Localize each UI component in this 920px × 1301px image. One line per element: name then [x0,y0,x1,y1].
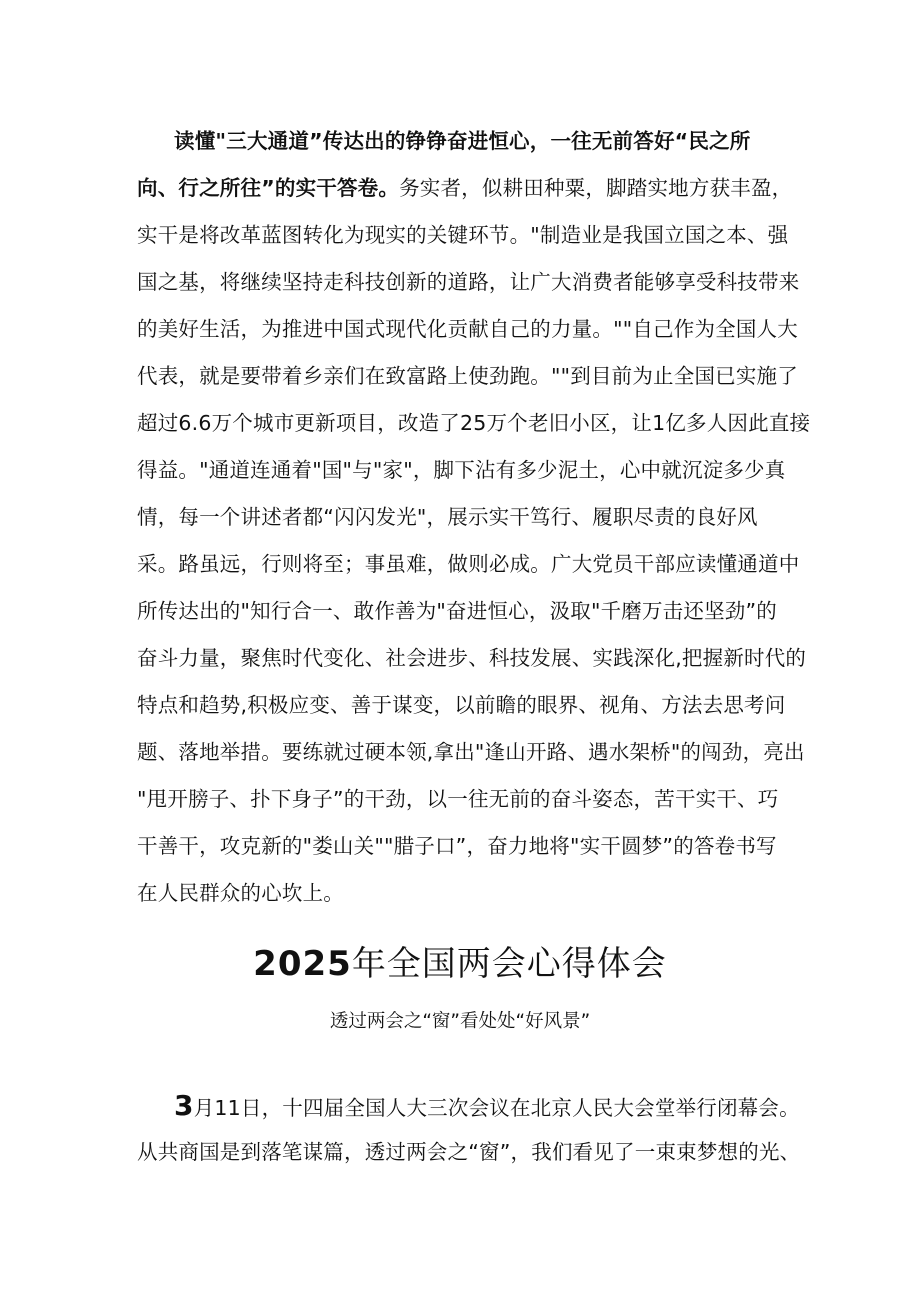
lead-number: 3 [174,1089,194,1122]
paragraph-line: 所传达出的"知行合一、敢作善为"奋进恒心，汲取"千磨万击还坚劲”的 [137,599,778,623]
paragraph-line: "甩开膀子、扑下身子”的干劲，以一往无前的奋斗姿态，苦干实干、巧 [137,787,779,811]
paragraph-line: 采。路虽远，行则将至；事虽难，做则必成。广大党员干部应读懂通道中 [137,552,800,576]
title-year: 2025 [253,944,352,984]
article-title [0,938,920,990]
paragraph-line: 国之基，将继续坚持走科技创新的道路，让广大消费者能够享受科技带来 [137,270,800,294]
paragraph-line: 奋斗力量，聚焦时代变化、社会进步、科技发展、实践深化,把握新时代的 [137,646,807,670]
article-subtitle: 透过两会之“窗”看处处“好风景” [329,1011,591,1032]
title-text: 年全国两会心得体会 [351,944,667,984]
bold-lead-text: 向、行之所往”的实干答卷。 [137,176,400,200]
paragraph-line: 读懂"三大通道”传达出的铮铮奋进恒心，一往无前答好“民之所 [174,129,751,153]
paragraph-text: 月11日，十四届全国人大三次会议在北京人民大会堂举行闭幕会。 [193,1096,800,1120]
paragraph-line: 实干是将改革蓝图转化为现实的关键环节。"制造业是我国立国之本、强 [137,223,789,247]
paragraph-line [137,1082,800,1129]
paragraph-line: 特点和趋势,积极应变、善于谋变，以前瞻的眼界、视角、方法去思考问 [137,693,786,717]
article-paragraph-2 [137,1082,801,1176]
paragraph-text: 务实者，似耕田种粟，脚踏实地方获丰盈， [399,176,793,200]
paragraph-line: 代表，就是要带着乡亲们在致富路上使劲跑。""到目前为止全国已实施了 [137,364,798,388]
paragraph-line: 情，每一个讲述者都“闪闪发光"，展示实干笃行、履职尽责的良好风 [137,505,758,529]
paragraph-line: 从共商国是到落笔谋篇，透过两会之“窗”，我们看见了一束束梦想的光、 [137,1140,801,1164]
paragraph-line: 干善干，攻克新的"娄山关""腊子口”，奋力地将"实干圆梦”的答卷书写 [137,834,777,858]
paragraph-line [137,165,797,212]
paragraph-line: 的美好生活，为推进中国式现代化贡献自己的力量。""自己作为全国人大 [137,317,798,341]
paragraph-line: 在人民群众的心坎上。 [137,881,344,905]
paragraph-line: 得益。"通道连通着"国"与"家"，脚下沾有多少泥土，心中就沉淀多少真 [137,458,786,482]
paragraph-line: 题、落地举措。要练就过硬本领,拿出"逢山开路、遇水架桥"的闯劲，亮出 [137,740,805,764]
paragraph-line: 超过6.6万个城市更新项目，改造了25万个老旧小区，让1亿多人因此直接 [137,411,811,435]
article-paragraph-1 [137,118,811,917]
